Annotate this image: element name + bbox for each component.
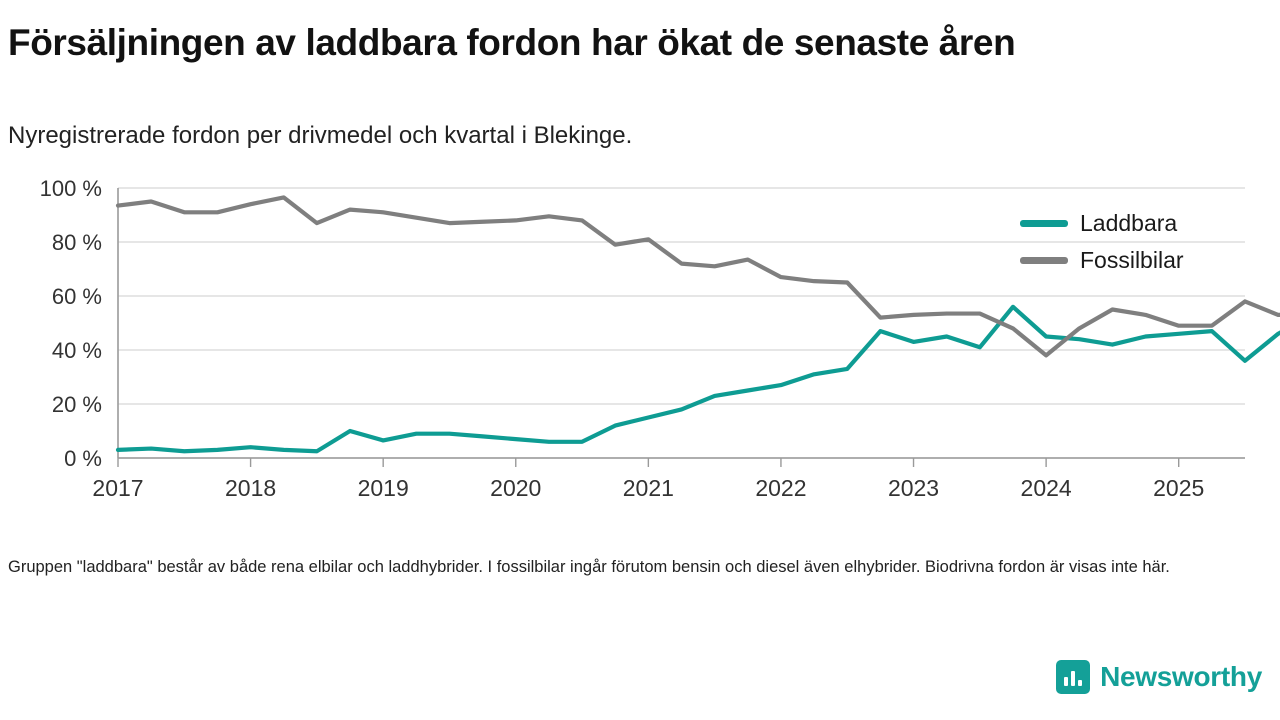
chart-legend bbox=[1020, 210, 1184, 274]
x-tick-label: 2025 bbox=[1153, 475, 1205, 501]
legend-label-laddbara: Laddbara bbox=[1080, 210, 1178, 236]
page-title: Försäljningen av laddbara fordon har ökat de senaste åren bbox=[8, 22, 1016, 63]
legend-item-laddbara bbox=[1020, 210, 1184, 237]
y-tick-label: 40 % bbox=[51, 338, 102, 363]
y-tick-label: 20 % bbox=[51, 392, 102, 417]
legend-swatch-fossilbilar bbox=[1020, 257, 1068, 264]
x-tick-label: 2017 bbox=[92, 475, 144, 501]
y-tick-label: 0 % bbox=[64, 446, 102, 471]
y-tick-label: 80 % bbox=[51, 230, 102, 255]
legend-swatch-laddbara bbox=[1020, 220, 1068, 227]
x-tick-label: 2023 bbox=[887, 475, 940, 501]
legend-label-fossilbilar: Fossilbilar bbox=[1080, 247, 1184, 273]
series-line-laddbara bbox=[118, 307, 1280, 451]
y-tick-label: 60 % bbox=[51, 284, 102, 309]
x-tick-label: 2020 bbox=[490, 475, 542, 501]
brand-logo bbox=[1056, 660, 1262, 694]
y-tick-label: 100 % bbox=[39, 176, 102, 201]
bar-chart-icon bbox=[1056, 660, 1090, 694]
chart-subtitle: Nyregistrerade fordon per drivmedel och kvartal i Blekinge. bbox=[8, 122, 633, 149]
chart-footnote: Gruppen "laddbara" består av både rena elbilar och laddhybrider. I fossilbilar ingår förutom bensin och diesel även elhybrider. Biodrivna fordon är visas inte här. bbox=[8, 558, 1170, 576]
x-tick-label: 2024 bbox=[1020, 475, 1072, 501]
legend-item-fossilbilar bbox=[1020, 247, 1184, 274]
x-tick-label: 2019 bbox=[357, 475, 409, 501]
x-tick-label: 2021 bbox=[622, 475, 674, 501]
x-tick-label: 2022 bbox=[755, 475, 807, 501]
brand-name: Newsworthy bbox=[1100, 661, 1262, 692]
x-tick-label: 2018 bbox=[225, 475, 277, 501]
